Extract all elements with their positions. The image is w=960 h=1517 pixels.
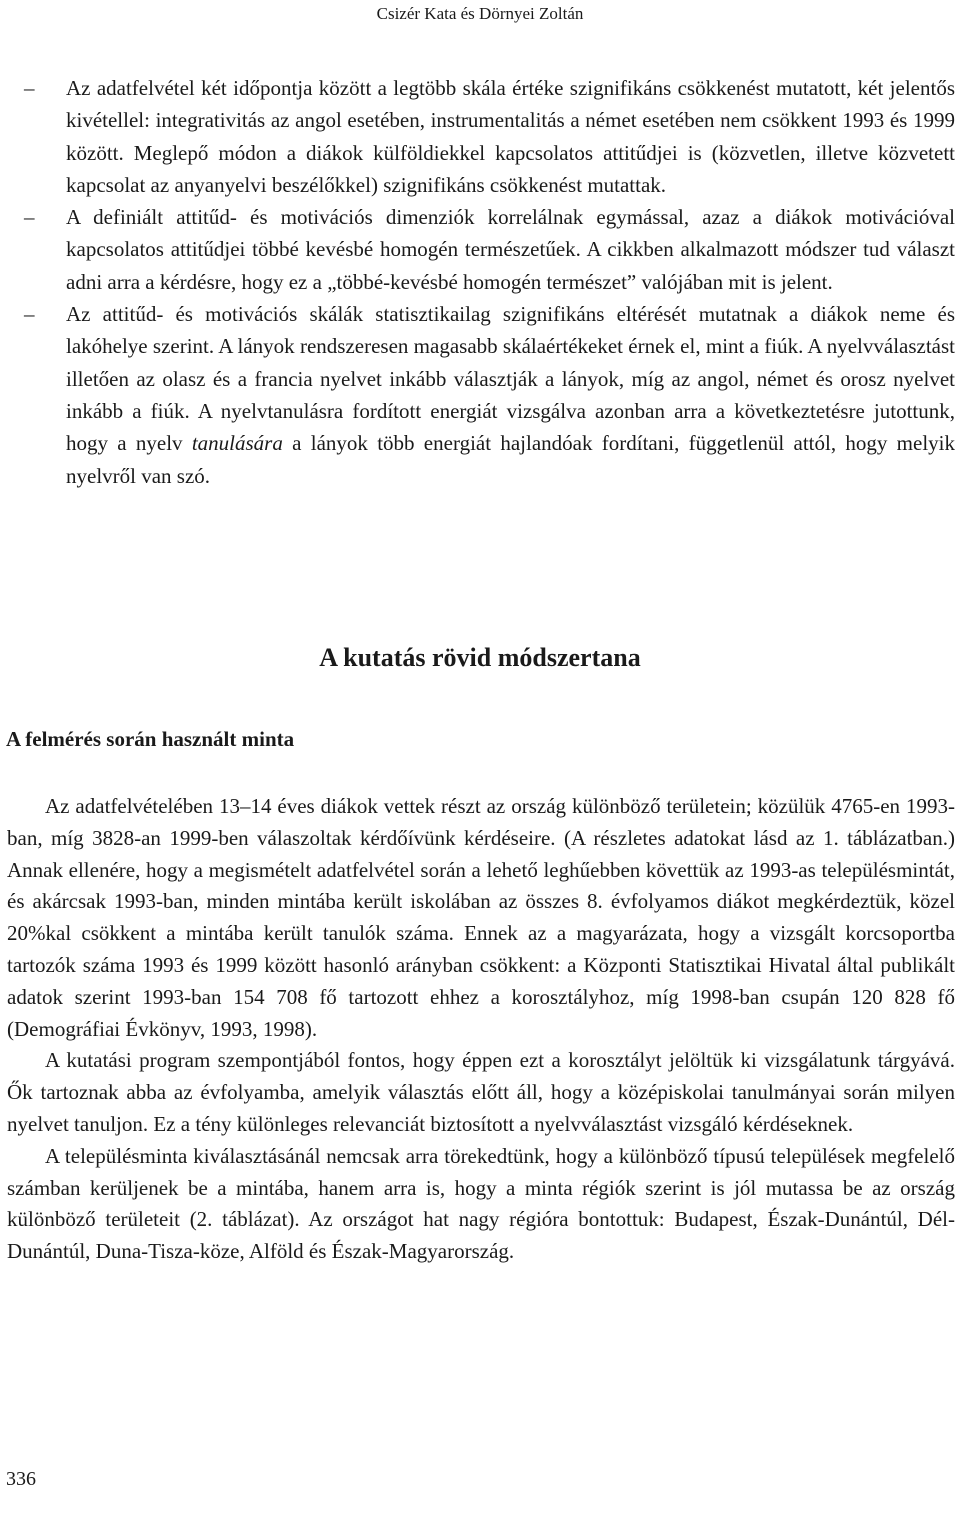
bullet-text xyxy=(66,302,955,487)
body-text xyxy=(7,791,955,1268)
emphasized-word: tanulására xyxy=(191,431,283,456)
paragraph: Az adatfelvételében 13–14 éves diákok vettek részt az ország különböző területein; közülük 4765-en 1993-ban, míg 3828-an 1999-ben válaszoltak kérdőívünk kérdéseire. (A részletes adatokat lásd az 1. táblázatban.) Annak ellenére, hogy a megismételt adatfelvétel során a lehető leghűebben követtük az 1993-as településmintát, és akárcsak 1993-ban, minden mintába került iskolában az összes 8. évfolyamos diákot megkérdeztük, közel 20%kal csökkent a mintába került tanulók száma. Ennek az a magyarázata, hogy a vizsgált korcsoportba tartozók száma 1993 és 1999 között hasonló arányban csökkent: a Központi Statisztikai Hivatal által publikált adatok szerint 1993-ban 154 708 fő tartozott ehhez a korosztályhoz, míg 1998-ban csupán 120 828 fő (Demográfiai Évkönyv, 1993, 1998). xyxy=(7,794,955,1041)
bullet-text: A definiált attitűd- és motivációs dimenziók korrelálnak egymással, azaz a diákok motivációval kapcsolatos attitűdjei többé kevésbé homogén természetűek. A cikkben alkalmazott módszer tud választ adni arra a kérdésre, hogy ez a „többé-kevésbé homogén természet” valójában mit is jelent. xyxy=(66,205,955,294)
bullet-dash: – xyxy=(24,76,35,100)
paragraph: A településminta kiválasztásánál nemcsak arra törekedtünk, hogy a különböző típusú települések megfelelő számban kerüljenek be a mintába, hanem arra is, hogy a minta régiók szerint is jól mutassa be az ország különböző területeit (2. táblázat). Az országot hat nagy régióra bontottuk: Budapest, Észak-Dunántúl, Dél-Dunántúl, Duna-Tisza-köze, Alföld és Észak-Magyarország. xyxy=(7,1143,955,1264)
findings-list xyxy=(0,72,955,492)
bullet-text-part: a lányok több energiát hajlandóak fordítani, függetlenül attól, hogy melyik nyelvről van szó. xyxy=(66,431,955,488)
bullet-text: Az adatfelvétel két időpontja között a legtöbb skála értéke szignifikáns csökkenést mutatott, két jelentős kivétellel: integrativitás az angol esetében, instrumentalitás a német esetében nem csökkent 1993 és 1999 között. Meglepő módon a diákok külföldiekkel kapcsolatos attitűdjei is (közvetlen, illetve közvetett kapcsolat az anyanyelvi beszélőkkel) szignifikáns csökkenést mutattak. xyxy=(66,76,955,197)
bullet-dash: – xyxy=(24,302,35,327)
paragraph: A kutatási program szempontjából fontos, hogy éppen ezt a korosztályt jelöltük ki vizsgálatunk tárgyává. Ők tartoznak abba az évfolyamba, amelyik választás előtt áll, hogy a középiskolai tanulmányai során milyen nyelvet tanuljon. Ez a tény különleges relevanciát biztosított a nyelvválasztást vizsgáló kérdéseknek. xyxy=(7,1048,955,1136)
list-item xyxy=(0,201,955,298)
subsection-heading: A felmérés során használt minta xyxy=(6,727,295,751)
list-item xyxy=(0,72,955,201)
bullet-text-part: Az attitűd- és motivációs skálák statisztikailag szignifikáns eltérését mutatnak a diákok neme és lakóhelye szerint. A lányok rendszeresen magasabb skálaértékeket érnek el, mint a fiúk. A nyelvválasztást illetően az olasz és a francia nyelvet inkább választják a lányok, míg az angol, német és orosz nyelvet inkább a fiúk. A nyelvtanulásra fordított energiát vizsgálva azonban arra a következtetésre jutottunk, hogy a nyelv xyxy=(66,302,955,456)
running-title: Csizér Kata és Dörnyei Zoltán xyxy=(376,4,584,23)
bullet-dash: – xyxy=(24,205,35,230)
page-number: 336 xyxy=(6,1468,36,1490)
section-heading: A kutatás rövid módszertana xyxy=(319,643,641,672)
list-item xyxy=(0,298,955,492)
